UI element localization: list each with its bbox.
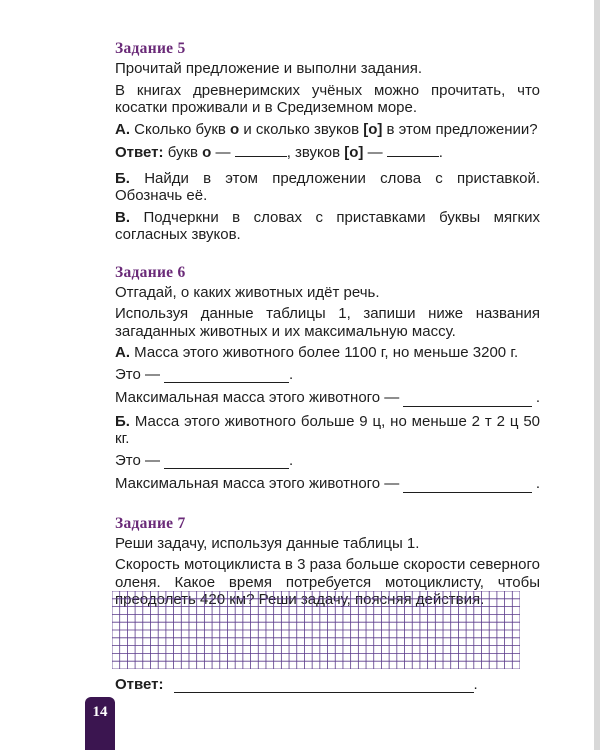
- task5-question-a: [115, 121, 540, 139]
- task6-intro: Отгадай, о каких животных идёт речь.: [115, 283, 380, 301]
- task6-a-animal-blank[interactable]: [164, 370, 289, 383]
- task6-b-eto-label: Это —: [115, 451, 160, 469]
- task6-qa-text: Масса этого животного более 1100 г, но меньше 3200 г.: [134, 344, 519, 361]
- task6-a-animal-row: [115, 366, 540, 384]
- task6-a-mass-label: Максимальная масса этого животного —: [115, 389, 400, 406]
- task6-instruction: Используя данные таблицы 1, запиши ниже названия загаданных животных и их максимальную массу.: [115, 305, 540, 340]
- task6-b-animal-blank[interactable]: [164, 456, 289, 469]
- task5-sentence: В книгах древнеримских учёных можно прочитать, что косатки проживали и в Средиземном море.: [115, 81, 540, 116]
- task6-b-mass-period: .: [535, 475, 540, 492]
- task7-problem: Скорость мотоциклиста в 3 раза больше скорости северного оленя. Какое время потребуется мотоциклисту, чтобы преодолеть 420 км? Реши задачу, поясняя действия.: [115, 556, 540, 608]
- task5-qa-text1: Сколько букв: [134, 120, 226, 138]
- task6-b-mass-label: Максимальная масса этого животного —: [115, 475, 400, 492]
- task7-answer-label: Ответ:: [115, 676, 164, 693]
- task7-title: Задание 7: [115, 514, 186, 532]
- task6-b-mass-blank[interactable]: [403, 480, 532, 493]
- task5-title: Задание 5: [115, 40, 186, 57]
- task6-b-mass-row: [115, 475, 540, 493]
- task5-answer-sound: [о]: [344, 144, 364, 161]
- task6-a-mass-row: [115, 389, 540, 407]
- task5-letters-blank[interactable]: [235, 144, 287, 157]
- task7-answer-row: [115, 676, 478, 693]
- task5-qb-label: Б.: [115, 169, 130, 187]
- worksheet-content: [115, 40, 540, 613]
- task6-qa-label: А.: [115, 344, 130, 361]
- task5-answer-dash2: —: [367, 144, 383, 161]
- task6-title: Задание 6: [115, 263, 186, 281]
- page-number: 14: [92, 704, 108, 720]
- page-edge: [594, 0, 600, 750]
- task5-qv-text: Подчеркни в словах с приставками буквы мягких согласных звуков.: [115, 208, 540, 243]
- task7-answer-blank[interactable]: [174, 680, 474, 693]
- task6-a-animal-period: .: [289, 365, 294, 383]
- task6-question-b: [115, 413, 540, 448]
- task5-qv-label: В.: [115, 208, 130, 226]
- task6-a-mass-period: .: [535, 389, 540, 406]
- task5-answer-label: Ответ:: [115, 144, 164, 161]
- solution-grid[interactable]: [112, 591, 520, 669]
- task5-answer-end: .: [438, 144, 443, 161]
- task6-qb-label: Б.: [115, 412, 130, 430]
- task6-b-animal-period: .: [289, 451, 294, 469]
- task5-qa-text2: и сколько звуков: [243, 120, 360, 138]
- task5-answer-dash1: —: [215, 144, 231, 161]
- task5-question-v: [115, 209, 540, 244]
- spacer: [115, 248, 540, 264]
- task7-intro: Реши задачу, используя данные таблицы 1.: [115, 534, 420, 552]
- task5-qb-text: Найди в этом предложении слова с приставкой. Обозначь её.: [115, 169, 540, 204]
- task5-intro: Прочитай предложение и выполни задания.: [115, 60, 423, 77]
- task6-a-mass-blank[interactable]: [403, 394, 532, 407]
- task5-answer-letter: о: [202, 144, 212, 161]
- spacer: [115, 499, 540, 515]
- task6-b-animal-row: [115, 452, 540, 470]
- task5-answer-letters: букв: [167, 144, 198, 161]
- task5-qa-label: А.: [115, 120, 130, 138]
- task5-answer-sounds: , звуков: [286, 144, 341, 161]
- task5-answer-line: [115, 144, 540, 162]
- task5-question-b: [115, 170, 540, 205]
- task5-sounds-blank[interactable]: [387, 144, 439, 157]
- task5-qa-sound: [о]: [363, 120, 383, 138]
- task5-qa-letter: о: [230, 120, 240, 138]
- task6-qb-text: Масса этого животного больше 9 ц, но меньше 2 т 2 ц 50 кг.: [115, 412, 541, 447]
- task7-answer-end: .: [473, 676, 478, 693]
- task6-question-a: [115, 344, 540, 362]
- task5-qa-text3: в этом предложении?: [386, 120, 538, 138]
- task6-a-eto-label: Это —: [115, 365, 160, 383]
